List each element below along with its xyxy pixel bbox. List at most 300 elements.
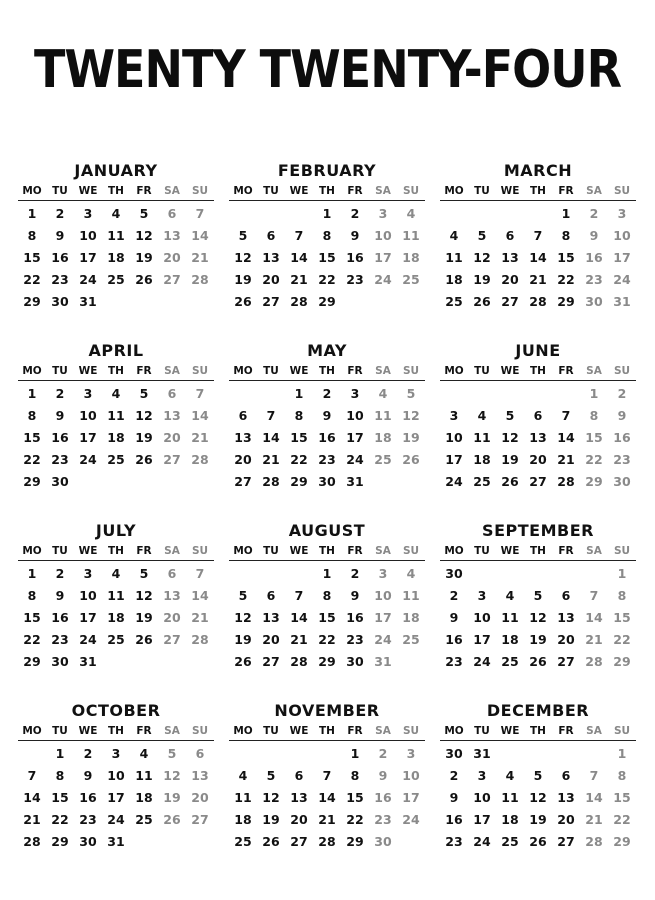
- day-cell: 19: [163, 790, 181, 805]
- day-cell: 1: [617, 566, 627, 581]
- day-cell: 24: [473, 654, 491, 669]
- day-cell: 26: [402, 452, 420, 467]
- day-cell: 30: [445, 566, 463, 581]
- day-cell: 28: [557, 474, 575, 489]
- day-cell: 23: [374, 812, 392, 827]
- day-cell: 7: [589, 588, 599, 603]
- day-cell: 19: [262, 812, 280, 827]
- day-cell: 16: [51, 250, 69, 265]
- day-cell: 30: [51, 474, 69, 489]
- empty-cell: [496, 383, 524, 405]
- day-cell: 10: [374, 588, 392, 603]
- weekday-header: [440, 182, 636, 201]
- month-march: [440, 160, 636, 340]
- day-cell: 13: [191, 768, 209, 783]
- day-cell: 9: [449, 790, 459, 805]
- day-cell: 31: [374, 654, 392, 669]
- weekday-label: FR: [347, 725, 363, 737]
- day-cell: 30: [445, 746, 463, 761]
- day-cell: 20: [234, 452, 252, 467]
- day-grid: [18, 383, 214, 493]
- weekday-label: WE: [289, 725, 309, 737]
- empty-cell: [130, 651, 158, 673]
- weekday-label: SU: [402, 185, 420, 197]
- day-cell: 5: [139, 386, 149, 401]
- empty-cell: [102, 291, 130, 313]
- day-cell: 13: [163, 228, 181, 243]
- day-cell: 1: [55, 746, 65, 761]
- month-name: APRIL: [88, 341, 144, 360]
- day-cell: 26: [234, 294, 252, 309]
- day-cell: 19: [402, 430, 420, 445]
- day-cell: 14: [585, 610, 603, 625]
- day-cell: 24: [346, 452, 364, 467]
- month-november: [229, 700, 425, 880]
- day-cell: 7: [533, 228, 543, 243]
- day-cell: 21: [529, 272, 547, 287]
- day-cell: 30: [51, 294, 69, 309]
- day-cell: 25: [234, 834, 252, 849]
- day-cell: 27: [163, 272, 181, 287]
- day-cell: 17: [402, 790, 420, 805]
- weekday-label: TU: [263, 185, 279, 197]
- empty-cell: [130, 471, 158, 493]
- day-cell: 24: [445, 474, 463, 489]
- day-cell: 17: [374, 610, 392, 625]
- weekday-label: MO: [444, 365, 464, 377]
- month-name: AUGUST: [288, 521, 366, 540]
- day-cell: 26: [529, 654, 547, 669]
- day-cell: 20: [262, 632, 280, 647]
- day-cell: 6: [238, 408, 248, 423]
- day-cell: 8: [617, 588, 627, 603]
- weekday-label: FR: [558, 725, 574, 737]
- day-cell: 28: [262, 474, 280, 489]
- day-cell: 3: [111, 746, 121, 761]
- weekday-label: MO: [22, 725, 42, 737]
- weekday-label: SU: [191, 725, 209, 737]
- day-cell: 19: [135, 250, 153, 265]
- empty-cell: [257, 203, 285, 225]
- day-cell: 12: [529, 790, 547, 805]
- day-cell: 20: [290, 812, 308, 827]
- empty-cell: [552, 743, 580, 765]
- empty-cell: [285, 563, 313, 585]
- day-cell: 2: [322, 386, 332, 401]
- day-cell: 17: [445, 452, 463, 467]
- day-cell: 7: [322, 768, 332, 783]
- weekday-label: TH: [108, 545, 124, 557]
- day-cell: 15: [23, 610, 41, 625]
- day-cell: 16: [613, 430, 631, 445]
- day-cell: 4: [378, 386, 388, 401]
- weekday-label: SU: [613, 545, 631, 557]
- day-cell: 7: [266, 408, 276, 423]
- weekday-label: TU: [263, 365, 279, 377]
- weekday-label: SA: [164, 365, 180, 377]
- day-cell: 1: [561, 206, 571, 221]
- day-cell: 13: [163, 588, 181, 603]
- day-cell: 7: [589, 768, 599, 783]
- day-cell: 18: [107, 250, 125, 265]
- day-cell: 3: [449, 408, 459, 423]
- day-cell: 1: [27, 386, 37, 401]
- day-cell: 4: [505, 768, 515, 783]
- day-cell: 13: [262, 250, 280, 265]
- day-cell: 18: [234, 812, 252, 827]
- day-cell: 26: [234, 654, 252, 669]
- day-cell: 2: [589, 206, 599, 221]
- day-cell: 20: [262, 272, 280, 287]
- day-cell: 17: [346, 430, 364, 445]
- day-cell: 26: [163, 812, 181, 827]
- weekday-label: SA: [586, 365, 602, 377]
- day-cell: 8: [322, 228, 332, 243]
- day-cell: 30: [374, 834, 392, 849]
- day-cell: 24: [107, 812, 125, 827]
- day-cell: 14: [585, 790, 603, 805]
- day-cell: 23: [585, 272, 603, 287]
- day-cell: 15: [613, 790, 631, 805]
- day-cell: 27: [163, 632, 181, 647]
- day-cell: 5: [238, 588, 248, 603]
- day-cell: 15: [23, 250, 41, 265]
- empty-cell: [257, 383, 285, 405]
- weekday-label: TU: [52, 725, 68, 737]
- day-cell: 16: [585, 250, 603, 265]
- weekday-label: FR: [136, 725, 152, 737]
- day-cell: 17: [79, 430, 97, 445]
- day-cell: 13: [529, 430, 547, 445]
- weekday-label: SU: [613, 365, 631, 377]
- weekday-header: [18, 542, 214, 561]
- day-cell: 28: [23, 834, 41, 849]
- day-cell: 18: [473, 452, 491, 467]
- day-cell: 11: [501, 790, 519, 805]
- day-cell: 17: [79, 610, 97, 625]
- weekday-label: MO: [22, 185, 42, 197]
- day-cell: 3: [477, 588, 487, 603]
- day-cell: 8: [27, 228, 37, 243]
- day-cell: 23: [613, 452, 631, 467]
- day-cell: 6: [167, 386, 177, 401]
- day-cell: 24: [402, 812, 420, 827]
- day-cell: 23: [51, 632, 69, 647]
- empty-cell: [341, 291, 369, 313]
- day-cell: 12: [501, 430, 519, 445]
- day-cell: 18: [107, 430, 125, 445]
- weekday-label: MO: [233, 365, 253, 377]
- weekday-header: [18, 722, 214, 741]
- day-cell: 14: [191, 228, 209, 243]
- empty-cell: [102, 651, 130, 673]
- day-cell: 16: [318, 430, 336, 445]
- day-cell: 8: [350, 768, 360, 783]
- day-cell: 3: [378, 566, 388, 581]
- day-cell: 9: [589, 228, 599, 243]
- day-cell: 12: [163, 768, 181, 783]
- day-grid: [229, 383, 425, 493]
- day-cell: 11: [501, 610, 519, 625]
- day-cell: 28: [290, 294, 308, 309]
- day-cell: 23: [346, 632, 364, 647]
- empty-cell: [524, 203, 552, 225]
- day-cell: 24: [374, 272, 392, 287]
- day-cell: 13: [557, 610, 575, 625]
- weekday-label: WE: [78, 725, 98, 737]
- day-cell: 16: [445, 812, 463, 827]
- empty-cell: [186, 831, 214, 853]
- day-cell: 13: [163, 408, 181, 423]
- day-cell: 24: [613, 272, 631, 287]
- empty-cell: [496, 743, 524, 765]
- day-cell: 6: [167, 206, 177, 221]
- month-name: JULY: [95, 521, 137, 540]
- empty-cell: [552, 383, 580, 405]
- day-cell: 12: [234, 610, 252, 625]
- month-name: FEBRUARY: [277, 161, 377, 180]
- month-january: [18, 160, 214, 340]
- day-cell: 16: [346, 250, 364, 265]
- day-cell: 26: [135, 452, 153, 467]
- day-cell: 20: [163, 610, 181, 625]
- day-cell: 18: [107, 610, 125, 625]
- day-cell: 10: [107, 768, 125, 783]
- day-cell: 9: [617, 408, 627, 423]
- weekday-header: [440, 542, 636, 561]
- day-cell: 6: [505, 228, 515, 243]
- day-cell: 30: [79, 834, 97, 849]
- weekday-label: FR: [136, 365, 152, 377]
- day-grid: [18, 743, 214, 853]
- day-cell: 28: [290, 654, 308, 669]
- empty-cell: [397, 471, 425, 493]
- day-cell: 3: [83, 386, 93, 401]
- months-grid: [18, 160, 636, 880]
- day-cell: 22: [23, 452, 41, 467]
- day-cell: 5: [266, 768, 276, 783]
- day-cell: 19: [529, 812, 547, 827]
- day-cell: 11: [445, 250, 463, 265]
- month-december: [440, 700, 636, 880]
- day-cell: 30: [585, 294, 603, 309]
- empty-cell: [285, 743, 313, 765]
- day-cell: 4: [505, 588, 515, 603]
- day-cell: 21: [191, 610, 209, 625]
- day-cell: 20: [529, 452, 547, 467]
- day-cell: 15: [346, 790, 364, 805]
- day-cell: 14: [318, 790, 336, 805]
- weekday-label: WE: [289, 365, 309, 377]
- day-cell: 1: [589, 386, 599, 401]
- day-cell: 18: [445, 272, 463, 287]
- day-cell: 29: [318, 294, 336, 309]
- day-cell: 29: [290, 474, 308, 489]
- day-cell: 19: [234, 272, 252, 287]
- day-cell: 26: [135, 632, 153, 647]
- day-cell: 31: [79, 294, 97, 309]
- day-cell: 4: [406, 206, 416, 221]
- day-cell: 14: [23, 790, 41, 805]
- day-cell: 19: [135, 610, 153, 625]
- day-cell: 6: [561, 588, 571, 603]
- day-cell: 10: [613, 228, 631, 243]
- weekday-label: SU: [402, 545, 420, 557]
- day-grid: [18, 563, 214, 673]
- empty-cell: [257, 743, 285, 765]
- weekday-label: FR: [558, 545, 574, 557]
- day-cell: 25: [473, 474, 491, 489]
- day-cell: 3: [350, 386, 360, 401]
- day-cell: 7: [195, 206, 205, 221]
- day-cell: 10: [445, 430, 463, 445]
- day-cell: 8: [27, 588, 37, 603]
- day-cell: 3: [406, 746, 416, 761]
- day-cell: 21: [191, 250, 209, 265]
- day-cell: 29: [23, 294, 41, 309]
- month-name: JANUARY: [74, 161, 158, 180]
- day-cell: 27: [191, 812, 209, 827]
- day-cell: 15: [557, 250, 575, 265]
- day-cell: 23: [79, 812, 97, 827]
- weekday-label: WE: [500, 365, 520, 377]
- day-cell: 2: [55, 566, 65, 581]
- day-cell: 5: [167, 746, 177, 761]
- weekday-label: WE: [78, 185, 98, 197]
- day-cell: 9: [350, 228, 360, 243]
- day-cell: 5: [477, 228, 487, 243]
- day-cell: 29: [585, 474, 603, 489]
- day-cell: 2: [83, 746, 93, 761]
- day-cell: 11: [402, 588, 420, 603]
- weekday-label: MO: [233, 185, 253, 197]
- empty-cell: [257, 563, 285, 585]
- day-cell: 8: [55, 768, 65, 783]
- empty-cell: [130, 831, 158, 853]
- weekday-label: TH: [319, 725, 335, 737]
- day-cell: 12: [135, 588, 153, 603]
- day-cell: 18: [374, 430, 392, 445]
- day-cell: 29: [51, 834, 69, 849]
- weekday-label: SA: [375, 725, 391, 737]
- day-cell: 4: [477, 408, 487, 423]
- weekday-label: WE: [289, 545, 309, 557]
- day-cell: 14: [290, 250, 308, 265]
- day-cell: 29: [557, 294, 575, 309]
- weekday-label: SA: [375, 545, 391, 557]
- day-cell: 8: [27, 408, 37, 423]
- day-cell: 17: [107, 790, 125, 805]
- day-cell: 5: [533, 588, 543, 603]
- day-cell: 30: [51, 654, 69, 669]
- day-cell: 6: [266, 588, 276, 603]
- day-cell: 27: [262, 654, 280, 669]
- day-cell: 23: [346, 272, 364, 287]
- day-cell: 4: [406, 566, 416, 581]
- empty-cell: [130, 291, 158, 313]
- empty-cell: [468, 563, 496, 585]
- day-cell: 14: [191, 588, 209, 603]
- day-cell: 3: [477, 768, 487, 783]
- day-cell: 25: [374, 452, 392, 467]
- weekday-label: TU: [52, 185, 68, 197]
- day-cell: 21: [557, 452, 575, 467]
- day-cell: 9: [350, 588, 360, 603]
- month-june: [440, 340, 636, 520]
- day-cell: 20: [557, 632, 575, 647]
- weekday-header: [229, 362, 425, 381]
- day-cell: 14: [191, 408, 209, 423]
- day-grid: [440, 383, 636, 493]
- day-grid: [18, 203, 214, 313]
- day-cell: 23: [445, 654, 463, 669]
- month-name: MAY: [307, 341, 347, 360]
- weekday-label: WE: [500, 185, 520, 197]
- day-cell: 15: [23, 430, 41, 445]
- day-cell: 7: [195, 386, 205, 401]
- day-cell: 11: [473, 430, 491, 445]
- weekday-label: TH: [530, 725, 546, 737]
- empty-cell: [158, 651, 186, 673]
- day-cell: 26: [135, 272, 153, 287]
- day-cell: 18: [402, 610, 420, 625]
- day-cell: 18: [501, 812, 519, 827]
- day-cell: 24: [473, 834, 491, 849]
- day-cell: 26: [473, 294, 491, 309]
- day-cell: 16: [374, 790, 392, 805]
- weekday-label: FR: [347, 545, 363, 557]
- day-cell: 4: [111, 386, 121, 401]
- day-cell: 21: [585, 632, 603, 647]
- day-cell: 4: [139, 746, 149, 761]
- day-cell: 27: [529, 474, 547, 489]
- empty-cell: [186, 291, 214, 313]
- empty-cell: [18, 743, 46, 765]
- day-cell: 28: [191, 452, 209, 467]
- day-cell: 16: [51, 610, 69, 625]
- day-cell: 27: [557, 834, 575, 849]
- empty-cell: [468, 203, 496, 225]
- empty-cell: [158, 471, 186, 493]
- weekday-label: SA: [164, 545, 180, 557]
- day-cell: 10: [473, 610, 491, 625]
- day-cell: 22: [346, 812, 364, 827]
- day-cell: 21: [290, 272, 308, 287]
- empty-cell: [313, 743, 341, 765]
- day-cell: 22: [318, 632, 336, 647]
- day-cell: 26: [262, 834, 280, 849]
- weekday-label: WE: [500, 545, 520, 557]
- month-name: JUNE: [515, 341, 561, 360]
- day-cell: 2: [449, 768, 459, 783]
- day-cell: 2: [617, 386, 627, 401]
- weekday-label: MO: [22, 545, 42, 557]
- day-cell: 18: [402, 250, 420, 265]
- empty-cell: [397, 651, 425, 673]
- day-cell: 17: [613, 250, 631, 265]
- day-cell: 28: [318, 834, 336, 849]
- day-cell: 25: [445, 294, 463, 309]
- weekday-label: TU: [474, 185, 490, 197]
- weekday-label: MO: [233, 725, 253, 737]
- day-cell: 19: [501, 452, 519, 467]
- day-cell: 2: [350, 566, 360, 581]
- day-cell: 9: [55, 588, 65, 603]
- weekday-label: FR: [136, 545, 152, 557]
- day-cell: 23: [51, 452, 69, 467]
- day-cell: 25: [135, 812, 153, 827]
- day-cell: 6: [533, 408, 543, 423]
